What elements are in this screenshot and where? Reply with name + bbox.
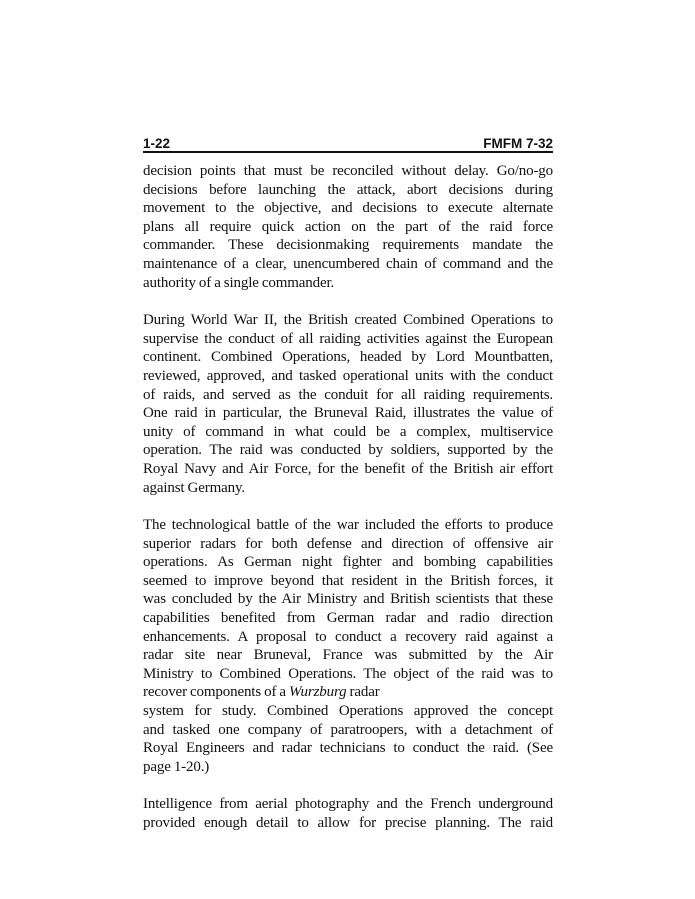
text-line — [143, 683, 553, 702]
text-line: enhancements. A proposal to conduct a recovery raid against a — [143, 628, 553, 645]
text-line: capabilities benefited from German radar and radio direction — [143, 610, 553, 627]
text-line: operation. The raid was conducted by soldiers, supported by the — [143, 442, 553, 459]
text-line: movement to the objective, and decisions to execute alternate — [143, 200, 553, 217]
document-id: FMFM 7-32 — [483, 136, 553, 151]
page-body — [143, 162, 553, 852]
text-line: Royal Navy and Air Force, for the benefit of the British air effort — [143, 460, 553, 477]
text-line: provided enough detail to allow for precise planning. The raid — [143, 815, 553, 831]
text-line: During World War II, the British created Combined Operations to — [143, 312, 553, 329]
text-line: system for study. Combined Operations approved the concept — [143, 703, 553, 720]
paragraph-lines — [143, 516, 553, 683]
text-line: seemed to improve beyond that resident in the British forces, it — [143, 572, 553, 589]
text-segment: recover components of a — [143, 684, 290, 701]
page-header — [143, 134, 553, 153]
paragraph-decision-points — [143, 162, 553, 292]
text-line: operations. As German night fighter and bombing capabilities — [143, 554, 553, 571]
text-line: The technological battle of the war included the efforts to produce — [143, 517, 553, 534]
text-line: unity of command in what could be a complex, multiservice — [143, 423, 553, 440]
text-line: Intelligence from aerial photography and the French underground — [143, 796, 553, 813]
paragraph-intelligence — [143, 795, 553, 832]
text-line: was concluded by the Air Ministry and British scientists that these — [143, 591, 553, 608]
text-line: commander. These decisionmaking requirements mandate the — [143, 237, 553, 254]
text-line: supervise the conduct of all raiding activities against the European — [143, 330, 553, 347]
text-line: Royal Engineers and radar technicians to conduct the raid. (See — [143, 740, 553, 757]
text-line: decision points that must be reconciled without delay. Go/no-go — [143, 163, 553, 179]
text-segment: radar — [346, 684, 380, 701]
text-line: and tasked one company of paratroopers, with a detachment of — [143, 721, 553, 738]
text-line: continent. Combined Operations, headed by Lord Mountbatten, — [143, 349, 553, 366]
text-line: superior radars for both defense and direction of offensive air — [143, 535, 553, 552]
text-line: decisions before launching the attack, abort decisions during — [143, 181, 553, 198]
text-line: page 1-20.) — [143, 758, 210, 775]
text-line: against Germany. — [143, 479, 245, 496]
text-line: Ministry to Combined Operations. The object of the raid was to — [143, 665, 553, 682]
text-line: One raid in particular, the Bruneval Raid, illustrates the value of — [143, 405, 553, 422]
text-line: authority of a single commander. — [143, 274, 335, 291]
paragraph-technological-battle-continued — [143, 702, 553, 776]
text-line: radar site near Bruneval, France was submitted by the Air — [143, 647, 553, 664]
paragraph-technological-battle — [143, 516, 553, 702]
text-line: maintenance of a clear, unencumbered chain of command and the — [143, 255, 553, 272]
text-line: of raids, and served as the conduit for all raiding requirements. — [143, 386, 553, 403]
paragraph-combined-operations — [143, 311, 553, 497]
text-line: reviewed, approved, and tasked operational units with the conduct — [143, 367, 553, 384]
page-number: 1-22 — [143, 136, 171, 151]
italic-radar-name: Wurzburg — [289, 684, 347, 701]
text-line: plans all require quick action on the part of the raid force — [143, 218, 553, 235]
